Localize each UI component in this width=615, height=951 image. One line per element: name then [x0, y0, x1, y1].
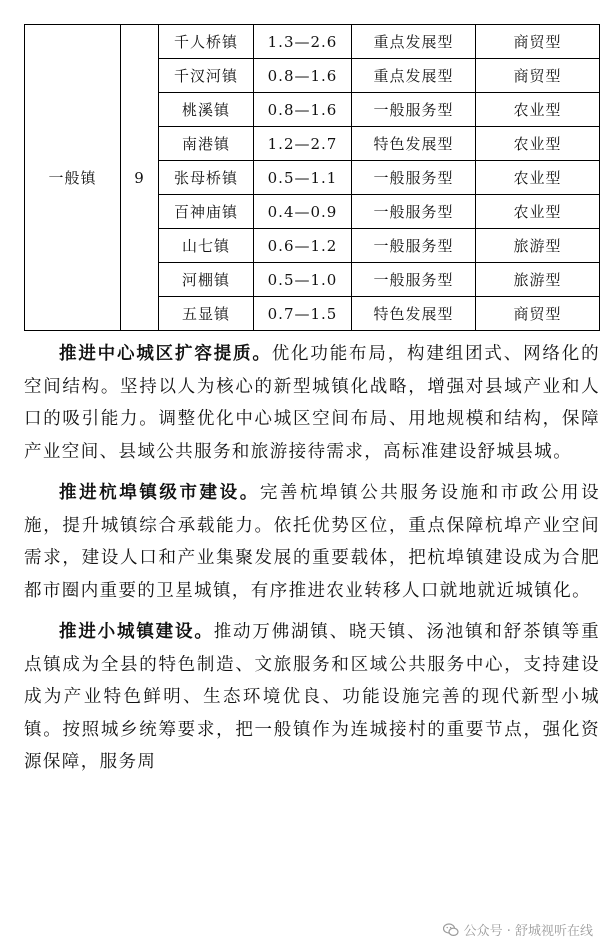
development-type-cell: 重点发展型 [352, 59, 476, 93]
population-range-cell: 1.2—2.7 [254, 127, 352, 161]
function-type-cell: 商贸型 [476, 59, 600, 93]
wechat-icon [443, 923, 459, 937]
town-classification-table [24, 24, 600, 331]
population-range-cell: 0.7—1.5 [254, 297, 352, 331]
table-row [25, 25, 600, 59]
town-name-cell: 百神庙镇 [159, 195, 254, 229]
function-type-cell: 商贸型 [476, 25, 600, 59]
town-name-cell: 张母桥镇 [159, 161, 254, 195]
town-name-cell: 千汊河镇 [159, 59, 254, 93]
count-cell: 9 [121, 25, 159, 331]
function-type-cell: 商贸型 [476, 297, 600, 331]
function-type-cell: 旅游型 [476, 263, 600, 297]
population-range-cell: 0.8—1.6 [254, 93, 352, 127]
function-type-cell: 农业型 [476, 127, 600, 161]
paragraph-lead: 推进杭埠镇级市建设。 [59, 483, 260, 503]
development-type-cell: 一般服务型 [352, 229, 476, 263]
population-range-cell: 0.4—0.9 [254, 195, 352, 229]
population-range-cell: 0.8—1.6 [254, 59, 352, 93]
town-name-cell: 千人桥镇 [159, 25, 254, 59]
town-name-cell: 山七镇 [159, 229, 254, 263]
body-text [24, 338, 600, 788]
paragraph-body: 完善杭埠镇公共服务设施和市政公用设施，提升城镇综合承载能力。依托优势区位，重点保障杭埠产业空间需求，建设人口和产业集聚发展的重要载体，把杭埠镇建设成为合肥都市圈内重要的卫星城镇，有序推进农业转移人口就地就近城镇化。 [24, 483, 600, 601]
development-type-cell: 一般服务型 [352, 263, 476, 297]
paragraph-body: 优化功能布局，构建组团式、网络化的空间结构。坚持以人为核心的新型城镇化战略，增强对县域产业和人口的吸引能力。调整优化中心城区空间布局、用地规模和结构，保障产业空间、县域公共服务和旅游接待需求，高标准建设舒城县城。 [24, 344, 600, 462]
development-type-cell: 重点发展型 [352, 25, 476, 59]
watermark [439, 918, 597, 941]
function-type-cell: 农业型 [476, 161, 600, 195]
population-range-cell: 0.5—1.0 [254, 263, 352, 297]
town-name-cell: 桃溪镇 [159, 93, 254, 127]
paragraph-small-towns [24, 616, 600, 779]
population-range-cell: 0.6—1.2 [254, 229, 352, 263]
development-type-cell: 一般服务型 [352, 161, 476, 195]
paragraph-body: 推动万佛湖镇、晓天镇、汤池镇和舒茶镇等重点镇成为全县的特色制造、文旅服务和区域公共服务中心，支持建设成为产业特色鲜明、生态环境优良、功能设施完善的现代新型小城镇。按照城乡统筹要求，把一般镇作为连城接村的重要节点，强化资源保障，服务周 [24, 622, 601, 772]
population-range-cell: 0.5—1.1 [254, 161, 352, 195]
function-type-cell: 旅游型 [476, 229, 600, 263]
category-cell: 一般镇 [25, 25, 121, 331]
town-name-cell: 南港镇 [159, 127, 254, 161]
town-name-cell: 河棚镇 [159, 263, 254, 297]
function-type-cell: 农业型 [476, 93, 600, 127]
paragraph-hangbu-town [24, 477, 600, 607]
development-type-cell: 一般服务型 [352, 93, 476, 127]
paragraph-lead: 推进中心城区扩容提质。 [59, 344, 272, 364]
population-range-cell: 1.3—2.6 [254, 25, 352, 59]
table-body [25, 25, 600, 331]
watermark-text: 公众号 · 舒城视听在线 [463, 924, 593, 939]
development-type-cell: 一般服务型 [352, 195, 476, 229]
paragraph-lead: 推进小城镇建设。 [59, 622, 214, 642]
development-type-cell: 特色发展型 [352, 127, 476, 161]
paragraph-central-urban-area [24, 338, 600, 468]
function-type-cell: 农业型 [476, 195, 600, 229]
development-type-cell: 特色发展型 [352, 297, 476, 331]
town-name-cell: 五显镇 [159, 297, 254, 331]
